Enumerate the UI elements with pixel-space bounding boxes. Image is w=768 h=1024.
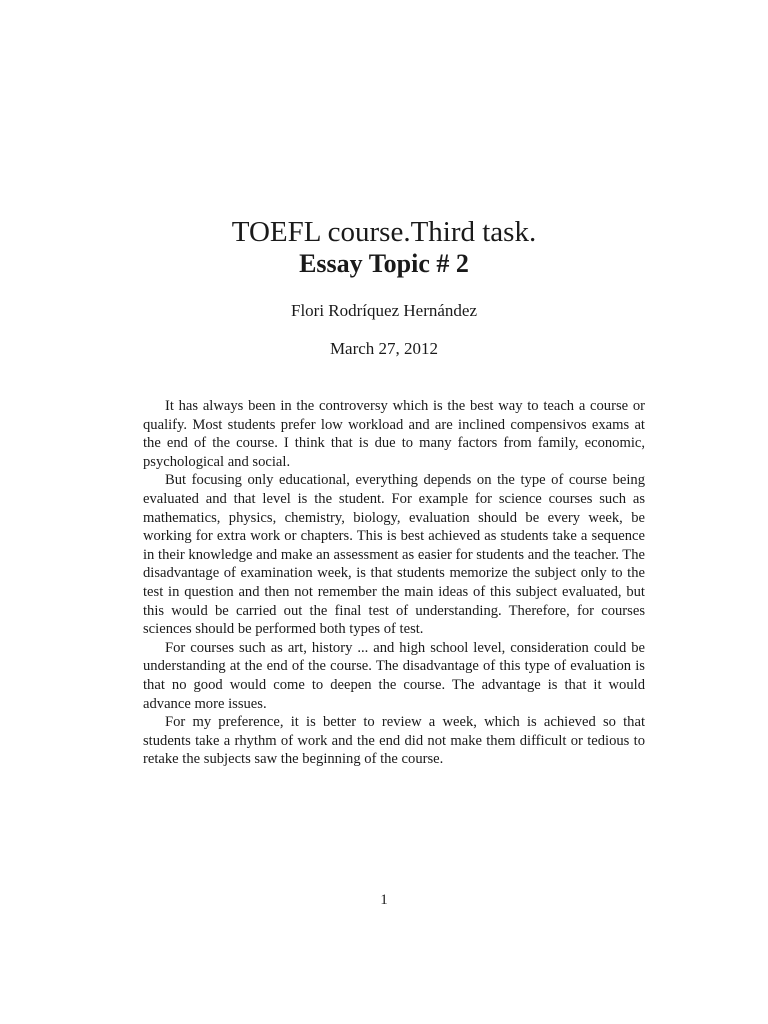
document-date: March 27, 2012	[329, 339, 439, 358]
document-subtitle: Essay Topic # 2	[299, 249, 469, 278]
paragraph: But focusing only educational, everything depends on the type of course being evaluated and that level is the student. For example for science courses such as mathematics, physics, chemistry, biology, evaluation should be every week, be working for extra work or chapters. This is best achieved as students take a sequence in their knowledge and make an assessment as easier for students and the teacher. The disadvantage of examination week, is that students memorize the subject only to the test in question and then not remember the main ideas of this subject evaluated, but this would be carried out the final test of understanding. Therefore, for courses sciences should be performed both types of test.	[143, 472, 645, 638]
essay-body	[143, 397, 645, 769]
paragraph: For my preference, it is better to review a week, which is achieved so that students take a rhythm of work and the end did not make them difficult or tedious to retake the subjects saw the beginning of the course.	[143, 714, 645, 768]
document-title: TOEFL course.Third task.	[231, 216, 537, 248]
paragraph: For courses such as art, history ... and high school level, consideration could be understanding at the end of the course. The disadvantage of this type of evaluation is that no good would come to deepen the course. The advantage is that it would advance more issues.	[143, 639, 645, 712]
author-name: Flori Rodríquez Hernández	[291, 301, 477, 320]
page-number: 1	[380, 892, 388, 908]
paragraph: It has always been in the controversy which is the best way to teach a course or qualify. Most students prefer low workload and are inclined compensivos exams at the end of the course. I think that is due to many factors from family, economic, psychological and social.	[143, 398, 645, 470]
